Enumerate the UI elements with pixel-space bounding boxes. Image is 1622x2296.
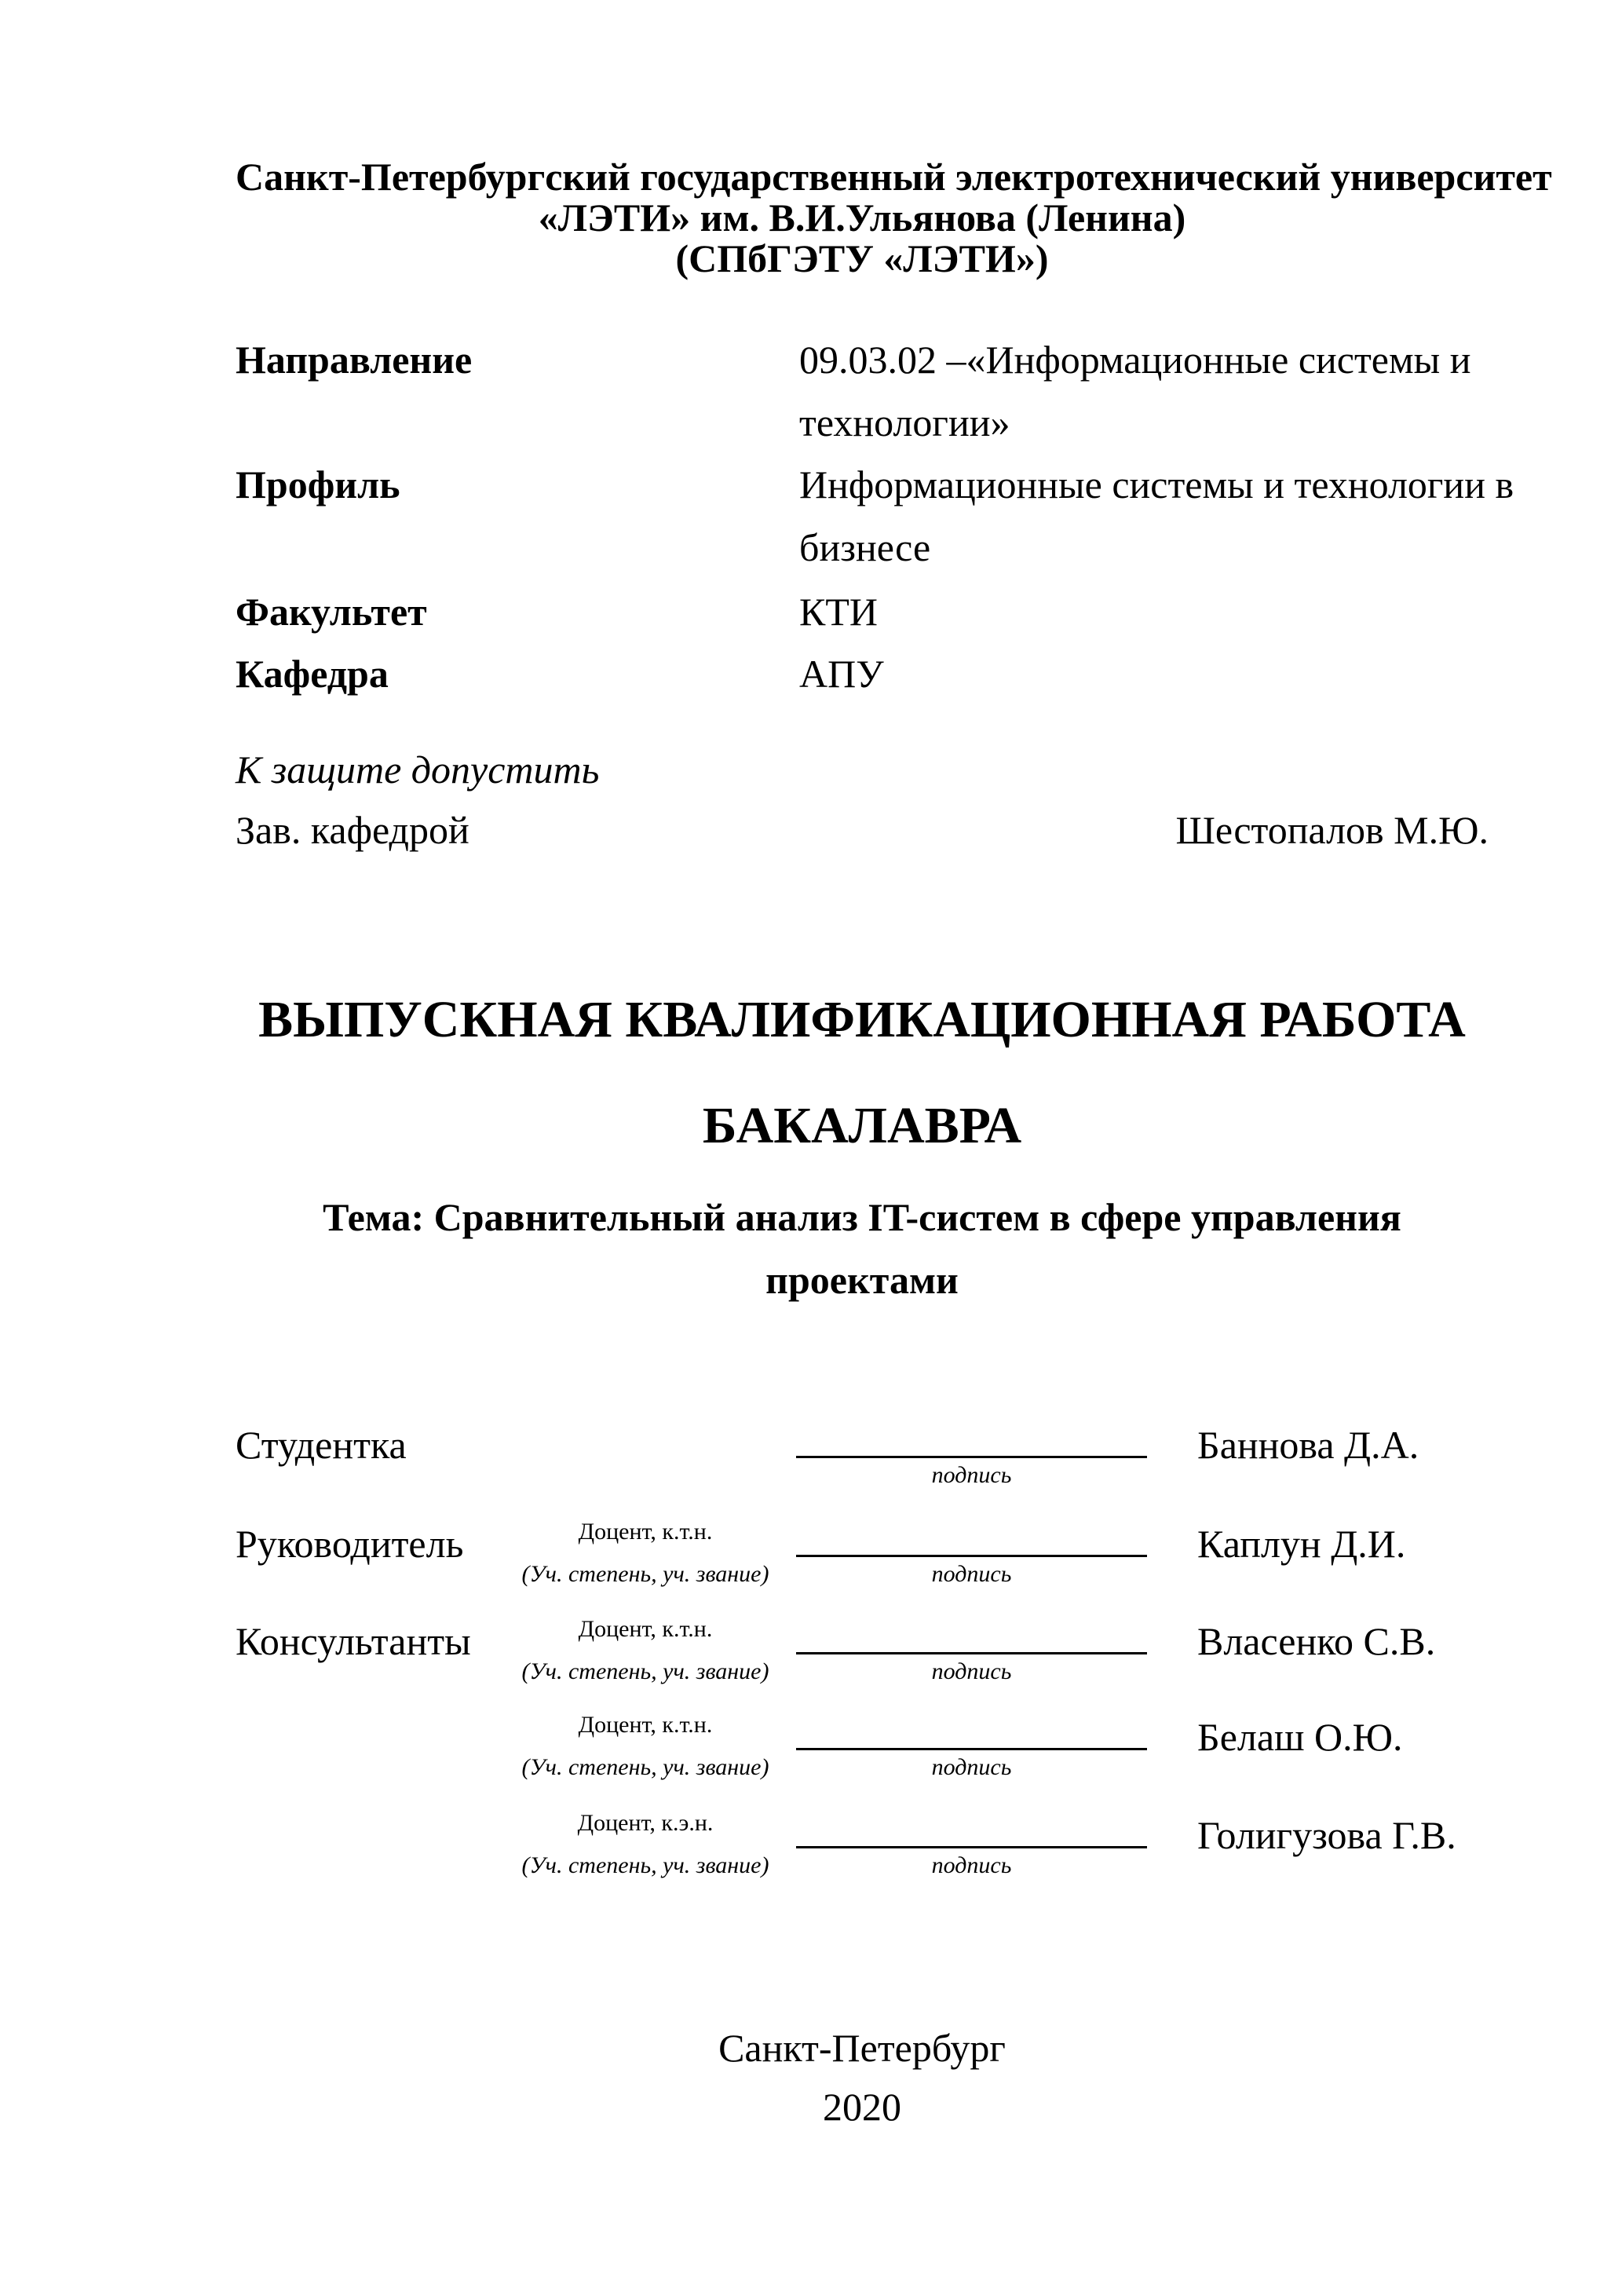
signature-role: Студентка: [236, 1423, 407, 1467]
signature-degree: Доцент, к.э.н.: [577, 1810, 714, 1836]
signature-name: Власенко С.В.: [1197, 1619, 1436, 1663]
signature-name: Голигузова Г.В.: [1197, 1813, 1456, 1857]
university-name: Санкт-Петербургский государственный электротехнический университет: [236, 155, 1552, 199]
signature-line: [796, 1555, 1147, 1557]
faculty-label: Факультет: [236, 590, 427, 634]
admission-note: К защите допустить: [236, 748, 600, 792]
department-head-name: Шестопалов М.Ю.: [1175, 808, 1489, 852]
signature-degree: Доцент, к.т.н.: [578, 1519, 713, 1545]
profile-value-line2: бизнесе: [799, 525, 931, 569]
signature-hint: подпись: [931, 1658, 1012, 1684]
degree-hint: (Уч. степень, уч. звание): [521, 1658, 769, 1684]
signature-name: Баннова Д.А.: [1197, 1423, 1419, 1467]
department-label: Кафедра: [236, 652, 389, 696]
signature-degree: Доцент, к.т.н.: [578, 1712, 713, 1738]
signature-name: Белаш О.Ю.: [1197, 1715, 1403, 1759]
signature-line: [796, 1748, 1147, 1750]
footer-year: 2020: [823, 2085, 901, 2129]
faculty-value: КТИ: [799, 590, 878, 634]
direction-label: Направление: [236, 338, 473, 382]
degree-hint: (Уч. степень, уч. звание): [521, 1852, 769, 1878]
signature-line: [796, 1456, 1147, 1458]
signature-line: [796, 1652, 1147, 1654]
work-title-line2: БАКАЛАВРА: [702, 1097, 1022, 1154]
profile-value-line1: Информационные системы и технологии в: [799, 462, 1514, 506]
profile-label: Профиль: [236, 462, 400, 506]
topic-line1: Тема: Сравнительный анализ IT-систем в сфере управления: [323, 1195, 1401, 1239]
signature-hint: подпись: [931, 1754, 1012, 1780]
department-head-label: Зав. кафедрой: [236, 808, 469, 852]
signature-role: Консультанты: [236, 1619, 471, 1663]
signature-role: Руководитель: [236, 1522, 464, 1566]
direction-value-line2: технологии»: [799, 400, 1010, 444]
signature-line: [796, 1846, 1147, 1848]
topic-line2: проектами: [765, 1258, 959, 1302]
degree-hint: (Уч. степень, уч. звание): [521, 1561, 769, 1587]
signature-name: Каплун Д.И.: [1197, 1522, 1406, 1566]
university-header: [236, 155, 1552, 280]
university-leti-line: «ЛЭТИ» им. В.И.Ульянова (Ленина): [538, 196, 1186, 239]
direction-value-line1: 09.03.02 –«Информационные системы и: [799, 338, 1471, 382]
signature-degree: Доцент, к.т.н.: [578, 1616, 713, 1642]
university-abbrev: (СПбГЭТУ «ЛЭТИ»): [675, 236, 1049, 280]
signature-hint: подпись: [931, 1462, 1012, 1488]
degree-hint: (Уч. степень, уч. звание): [521, 1754, 769, 1780]
department-value: АПУ: [799, 652, 884, 696]
work-title-line1: ВЫПУСКНАЯ КВАЛИФИКАЦИОННАЯ РАБОТА: [258, 991, 1466, 1048]
signature-hint: подпись: [931, 1561, 1012, 1587]
signature-hint: подпись: [931, 1852, 1012, 1878]
footer-city: Санкт-Петербург: [718, 2026, 1006, 2070]
